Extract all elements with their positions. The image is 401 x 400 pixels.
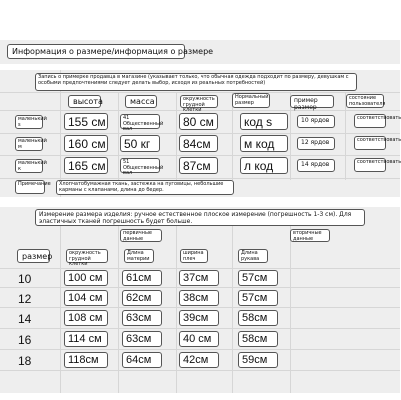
size-cell: 14 bbox=[18, 312, 32, 326]
header-chest: окружность грудной клетки bbox=[66, 249, 108, 263]
measurement-title: Измерение размера изделия: ручное естественное плоское измерение (погрешность 1-3 см). Для эластичных тканей погрешность будет больше. bbox=[35, 209, 365, 226]
length-cell: 64см bbox=[122, 352, 162, 368]
length-cell: 62см bbox=[122, 290, 162, 306]
weight-cell: 41 Общественный вал bbox=[120, 114, 160, 129]
shoulder-cell: 38см bbox=[179, 290, 219, 306]
weight-cell: 51 Общественный вал bbox=[120, 158, 160, 173]
height-cell: 165 см bbox=[64, 157, 108, 174]
length-cell: 63см bbox=[122, 310, 162, 326]
chest-cell: 108 см bbox=[64, 310, 108, 326]
chest-cell: 87см bbox=[179, 157, 218, 174]
height-cell: 155 см bbox=[64, 113, 108, 130]
sleeve-cell: 57см bbox=[238, 290, 278, 306]
example-cell: 10 ярдов bbox=[297, 115, 335, 128]
size-cell: код s bbox=[240, 113, 288, 130]
weight-cell: 50 кг bbox=[120, 135, 160, 152]
size-cell: 10 bbox=[18, 272, 32, 286]
row-label: маленький к bbox=[15, 159, 43, 173]
header-weight: масса bbox=[125, 95, 157, 108]
size-cell: 12 bbox=[18, 292, 32, 306]
chest-cell: 118см bbox=[64, 352, 108, 368]
header-size: размер bbox=[17, 249, 50, 263]
shoulder-cell: 42см bbox=[179, 352, 219, 368]
shoulder-cell: 37см bbox=[179, 270, 219, 286]
example-cell: 14 ярдов bbox=[297, 159, 335, 172]
length-cell: 63см bbox=[122, 331, 162, 347]
shoulder-cell: 39см bbox=[179, 310, 219, 326]
chest-cell: 80 см bbox=[179, 113, 218, 130]
remark-text: Хлопчатобумажная ткань, застежка на пуговицы, небольшие карманы с клапанами, длина до бедер. bbox=[56, 180, 234, 195]
size-cell: м код bbox=[240, 135, 288, 152]
remark-label: Примечание bbox=[15, 180, 45, 194]
row-label: маленький м bbox=[15, 137, 43, 151]
header-user-state: состояние пользователя bbox=[346, 94, 384, 108]
group-secondary-data: вторичные данные bbox=[290, 229, 330, 242]
size-cell: л код bbox=[240, 157, 288, 174]
example-cell: 12 ярдов bbox=[297, 137, 335, 150]
chest-cell: 100 см bbox=[64, 270, 108, 286]
state-cell: соответствовать bbox=[354, 136, 386, 150]
fitting-note: Запись о примерке продавца в магазине (указывает только, что обычная одежда подходит по размеру, девушкам с особыми предпочтениями следует делать выбор, исходя из реальных потребностей) bbox=[35, 73, 357, 91]
size-cell: 16 bbox=[18, 333, 32, 347]
header-shoulder: ширина плеч bbox=[180, 249, 208, 263]
header-height: высота bbox=[68, 95, 101, 108]
state-cell: соответствовать bbox=[354, 114, 386, 128]
group-primary-data: первичные данные bbox=[120, 229, 162, 242]
page-title: Информация о размере/информация о размере bbox=[7, 44, 185, 59]
chest-cell: 84см bbox=[179, 135, 218, 152]
header-chest: окружность грудной клетки bbox=[180, 95, 218, 108]
sleeve-cell: 58см bbox=[238, 310, 278, 326]
length-cell: 61см bbox=[122, 270, 162, 286]
state-cell: соответствовать bbox=[354, 158, 386, 172]
row-label: маленький s bbox=[15, 115, 43, 129]
sleeve-cell: 57см bbox=[238, 270, 278, 286]
header-length: Длина материи bbox=[124, 249, 154, 263]
chest-cell: 114 см bbox=[64, 331, 108, 347]
height-cell: 160 см bbox=[64, 135, 108, 152]
chest-cell: 104 см bbox=[64, 290, 108, 306]
header-sleeve: Длина рукава bbox=[238, 249, 268, 263]
sleeve-cell: 58см bbox=[238, 331, 278, 347]
header-normal-size: Нормальный размер bbox=[232, 93, 270, 108]
header-example-size: пример размер bbox=[290, 95, 334, 108]
sleeve-cell: 59см bbox=[238, 352, 278, 368]
shoulder-cell: 40 см bbox=[179, 331, 219, 347]
size-cell: 18 bbox=[18, 354, 32, 368]
